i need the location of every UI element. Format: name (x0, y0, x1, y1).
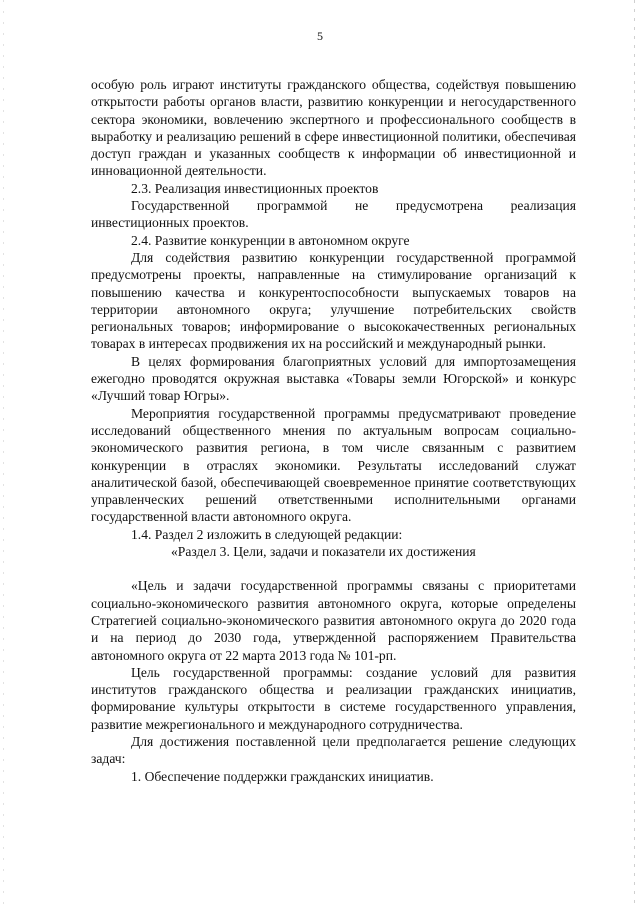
paragraph-no-investment-projects: Государственной программой не предусмотрена реализация инвестиционных проектов. (91, 198, 576, 231)
heading-2-4: 2.4. Развитие конкуренции в автономном округе (131, 232, 410, 248)
paragraph-section-2-amendment: 1.4. Раздел 2 изложить в следующей редакции: (131, 526, 403, 542)
heading-section-3: «Раздел 3. Цели, задачи и показатели их достижения (171, 544, 476, 560)
paragraph-competition-projects: Для содействия развитию конкуренции государственной программой предусмотрены проекты, направленные на стимулирование организаций к повышению качества и конкурентоспособности выпускаемых товаров на территории автономного округа; улучшение потребительских свойств региональных товаров; информирование о высококачественных региональных товарах в интересах продвижения их на российский и международный рынки. (91, 249, 576, 352)
paragraph-civil-society-role: особую роль играют институты гражданского общества, содействуя повышению открытости работы органов власти, развитию конкуренции и негосударственного сектора экономики, вовлечению экспертного и профессионального сообществ в выработку и реализацию решений в сфере инвестиционной политики, обеспечивая доступ граждан и указанных сообществ к информации об инвестиционной и инновационной деятельности. (91, 77, 576, 179)
list-item-task-1: 1. Обеспечение поддержки гражданских инициатив. (131, 768, 434, 784)
blank-line (91, 560, 576, 577)
heading-2-3: 2.3. Реализация инвестиционных проектов (131, 180, 379, 196)
document-body (91, 76, 576, 785)
paragraph-tasks-intro: Для достижения поставленной цели предполагается решение следующих задач: (91, 733, 576, 767)
scan-edge-right (634, 0, 635, 905)
page-number: 5 (317, 29, 323, 43)
paragraph-goals-and-tasks: «Цель и задачи государственной программы связаны с приоритетами социально-экономического развития автономного округа, которые определены Стратегией социально-экономического развития автономного округа до 2020 года и на период до 2030 года, утвержденной распоряжением Правительства автономного округа от 22 марта 2013 года № 101-рп. (91, 578, 576, 663)
paragraph-program-goal: Цель государственной программы: создание условий для развития институтов гражданского общества и реализации гражданских инициатив, формирование культуры открытости в системе государственного управления, развитие межрегионального и международного сотрудничества. (91, 664, 576, 732)
paragraph-import-substitution: В целях формирования благоприятных условий для импортозамещения ежегодно проводятся окружная выставка «Товары земли Югорской» и конкурс «Лучший товар Югры». (91, 353, 576, 404)
scan-edge-left (3, 0, 4, 905)
paragraph-public-opinion-research: Мероприятия государственной программы предусматривают проведение исследований общественного мнения по актуальным вопросам социально-экономического развития региона, в том числе связанным с развитием конкуренции в отраслях экономики. Результаты исследований служат аналитической базой, обеспечивающей своевременное принятие соответствующих управленческих решений ответственными исполнительными органами государственной власти автономного округа. (91, 405, 576, 525)
